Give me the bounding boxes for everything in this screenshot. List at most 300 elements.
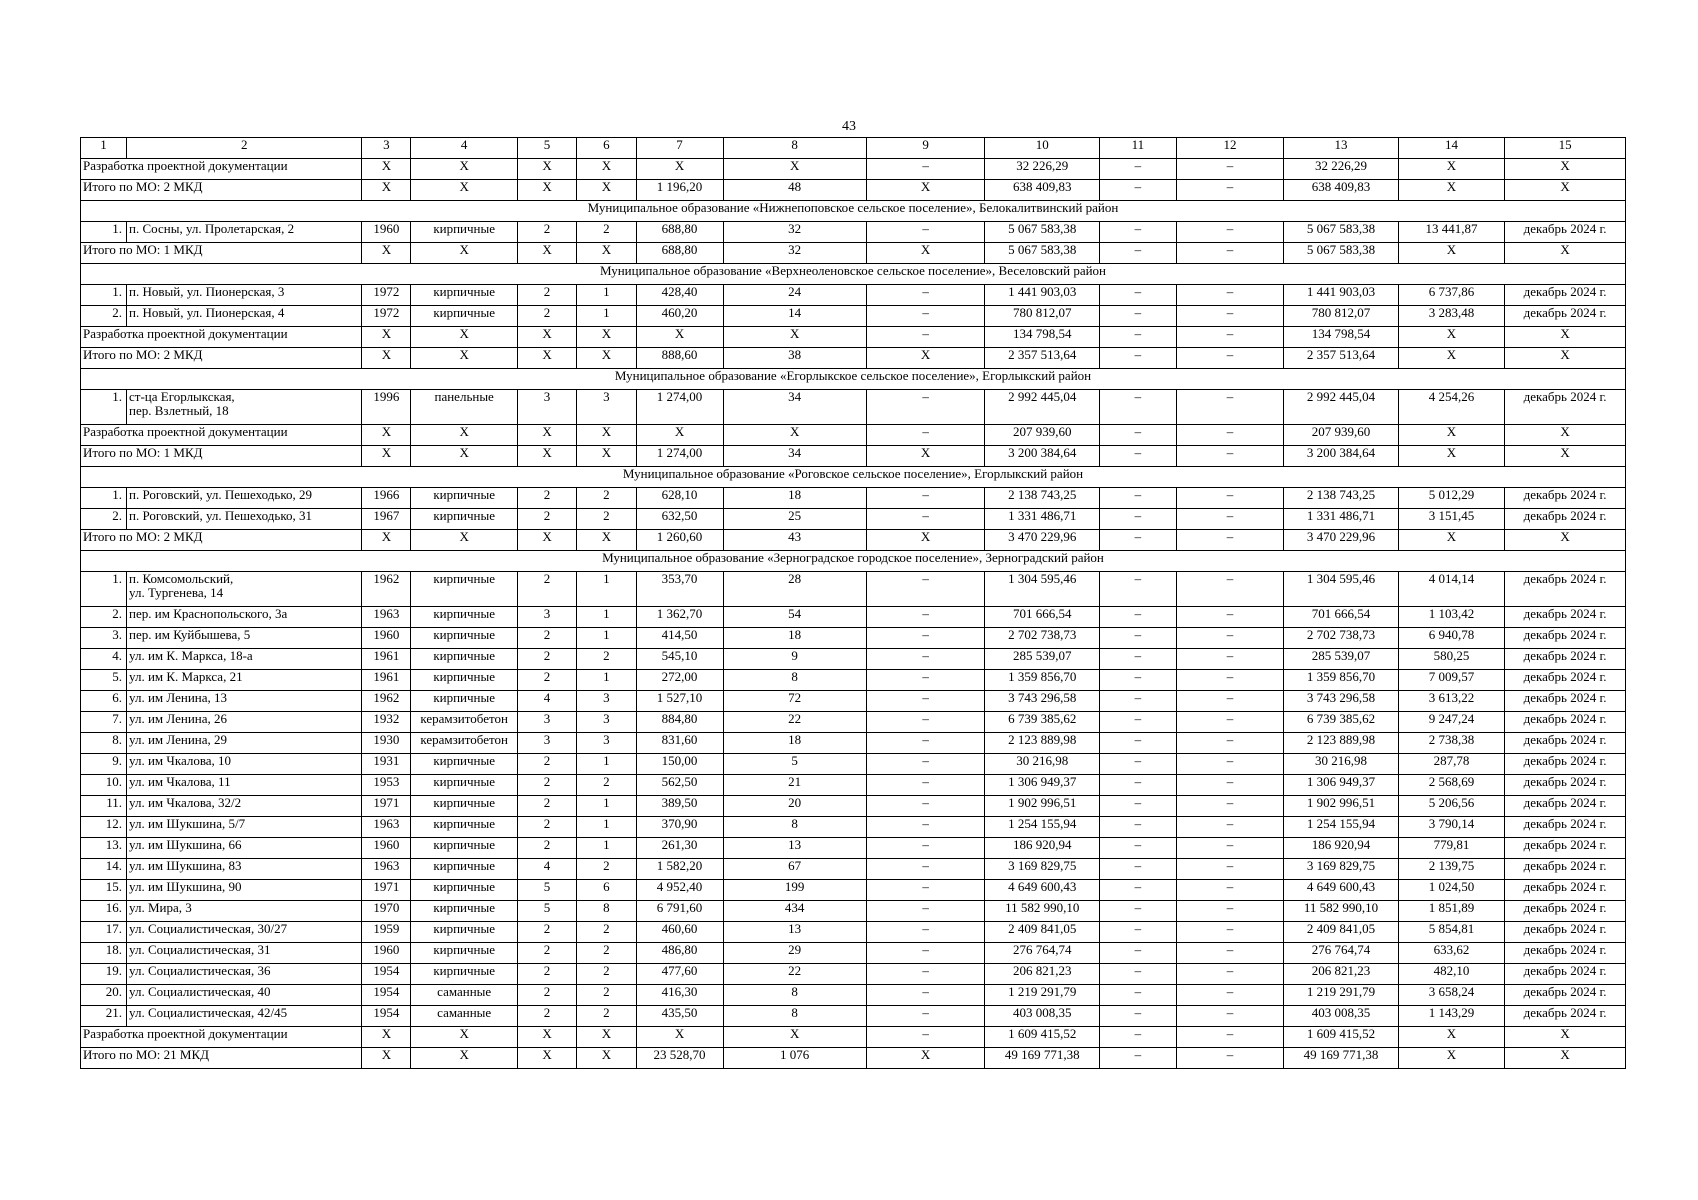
cell-col-10: 3 470 229,96 xyxy=(985,530,1100,551)
summary-row xyxy=(81,159,1626,180)
cell-col-3: 1954 xyxy=(362,964,411,985)
section-title: Муниципальное образование «Нижнепоповское сельское поселение», Белокалитвинский район xyxy=(81,201,1626,222)
address-line: ул. им Чкалова, 11 xyxy=(129,774,231,789)
cell-col-3: 1960 xyxy=(362,628,411,649)
cell-col-3: X xyxy=(362,530,411,551)
cell-col-5: X xyxy=(517,159,576,180)
address-cell xyxy=(127,796,362,817)
cell-col-8: 38 xyxy=(723,348,866,369)
summary-label: Итого по МО: 2 МКД xyxy=(81,530,362,551)
address-cell xyxy=(127,859,362,880)
cell-col-15: декабрь 2024 г. xyxy=(1505,222,1626,243)
summary-row xyxy=(81,446,1626,467)
cell-col-13: 1 902 996,51 xyxy=(1284,796,1399,817)
cell-col-10: 11 582 990,10 xyxy=(985,901,1100,922)
cell-col-14: 3 283,48 xyxy=(1398,306,1504,327)
cell-col-11: – xyxy=(1100,306,1177,327)
cell-col-9: – xyxy=(866,159,985,180)
cell-col-10: 1 902 996,51 xyxy=(985,796,1100,817)
cell-col-15: X xyxy=(1505,180,1626,201)
cell-col-4: кирпичные xyxy=(411,628,517,649)
table-row xyxy=(81,670,1626,691)
address-line: ул. Мира, 3 xyxy=(129,900,192,915)
cell-col-4: X xyxy=(411,425,517,446)
cell-col-13: 2 357 513,64 xyxy=(1284,348,1399,369)
cell-col-6: 1 xyxy=(577,817,636,838)
column-number-10: 10 xyxy=(985,138,1100,159)
cell-col-3: 1963 xyxy=(362,859,411,880)
cell-col-9: – xyxy=(866,859,985,880)
cell-col-11: – xyxy=(1100,691,1177,712)
cell-col-12: – xyxy=(1176,817,1283,838)
cell-col-8: 22 xyxy=(723,964,866,985)
cell-col-5: 3 xyxy=(517,733,576,754)
cell-col-13: 2 138 743,25 xyxy=(1284,488,1399,509)
cell-col-11: – xyxy=(1100,425,1177,446)
row-number: 1. xyxy=(81,572,127,607)
cell-col-8: 48 xyxy=(723,180,866,201)
cell-col-14: X xyxy=(1398,1048,1504,1069)
address-cell xyxy=(127,901,362,922)
cell-col-11: – xyxy=(1100,243,1177,264)
table-row xyxy=(81,509,1626,530)
cell-col-5: 2 xyxy=(517,838,576,859)
cell-col-6: 1 xyxy=(577,754,636,775)
section-header-row xyxy=(81,369,1626,390)
cell-col-9: – xyxy=(866,509,985,530)
cell-col-9: – xyxy=(866,1027,985,1048)
cell-col-15: декабрь 2024 г. xyxy=(1505,964,1626,985)
address-line: ул. им К. Маркса, 18-а xyxy=(129,648,253,663)
cell-col-8: 434 xyxy=(723,901,866,922)
cell-col-4: кирпичные xyxy=(411,922,517,943)
cell-col-3: 1930 xyxy=(362,733,411,754)
cell-col-13: 5 067 583,38 xyxy=(1284,222,1399,243)
cell-col-5: 2 xyxy=(517,670,576,691)
cell-col-15: декабрь 2024 г. xyxy=(1505,922,1626,943)
cell-col-3: X xyxy=(362,180,411,201)
cell-col-3: 1972 xyxy=(362,285,411,306)
cell-col-5: 3 xyxy=(517,712,576,733)
cell-col-8: 199 xyxy=(723,880,866,901)
row-number: 15. xyxy=(81,880,127,901)
cell-col-5: X xyxy=(517,1048,576,1069)
cell-col-15: X xyxy=(1505,530,1626,551)
cell-col-3: 1931 xyxy=(362,754,411,775)
cell-col-13: 49 169 771,38 xyxy=(1284,1048,1399,1069)
cell-col-4: кирпичные xyxy=(411,943,517,964)
cell-col-10: 1 254 155,94 xyxy=(985,817,1100,838)
cell-col-15: декабрь 2024 г. xyxy=(1505,733,1626,754)
cell-col-11: – xyxy=(1100,985,1177,1006)
cell-col-3: X xyxy=(362,243,411,264)
row-number: 1. xyxy=(81,222,127,243)
cell-col-8: 28 xyxy=(723,572,866,607)
cell-col-12: – xyxy=(1176,180,1283,201)
cell-col-9: X xyxy=(866,1048,985,1069)
table-row xyxy=(81,691,1626,712)
address-cell xyxy=(127,775,362,796)
cell-col-8: 24 xyxy=(723,285,866,306)
cell-col-8: 13 xyxy=(723,922,866,943)
cell-col-7: 389,50 xyxy=(636,796,723,817)
cell-col-8: X xyxy=(723,425,866,446)
cell-col-15: декабрь 2024 г. xyxy=(1505,880,1626,901)
cell-col-10: 4 649 600,43 xyxy=(985,880,1100,901)
cell-col-4: кирпичные xyxy=(411,880,517,901)
cell-col-13: 1 359 856,70 xyxy=(1284,670,1399,691)
cell-col-6: 1 xyxy=(577,796,636,817)
cell-col-8: 8 xyxy=(723,670,866,691)
cell-col-10: 32 226,29 xyxy=(985,159,1100,180)
row-number: 1. xyxy=(81,488,127,509)
column-number-12: 12 xyxy=(1176,138,1283,159)
address-line: п. Роговский, ул. Пешеходько, 29 xyxy=(129,487,312,502)
cell-col-4: кирпичные xyxy=(411,488,517,509)
cell-col-13: 638 409,83 xyxy=(1284,180,1399,201)
cell-col-8: 34 xyxy=(723,446,866,467)
cell-col-12: – xyxy=(1176,159,1283,180)
cell-col-5: 3 xyxy=(517,390,576,425)
cell-col-12: – xyxy=(1176,670,1283,691)
row-number: 16. xyxy=(81,901,127,922)
summary-row xyxy=(81,1027,1626,1048)
cell-col-15: X xyxy=(1505,446,1626,467)
cell-col-4: саманные xyxy=(411,1006,517,1027)
cell-col-9: – xyxy=(866,775,985,796)
cell-col-7: 414,50 xyxy=(636,628,723,649)
cell-col-13: 780 812,07 xyxy=(1284,306,1399,327)
cell-col-13: 3 470 229,96 xyxy=(1284,530,1399,551)
cell-col-14: 2 139,75 xyxy=(1398,859,1504,880)
cell-col-5: 2 xyxy=(517,964,576,985)
cell-col-6: X xyxy=(577,159,636,180)
cell-col-11: – xyxy=(1100,327,1177,348)
cell-col-13: 4 649 600,43 xyxy=(1284,880,1399,901)
cell-col-3: X xyxy=(362,1048,411,1069)
address-cell xyxy=(127,691,362,712)
row-number: 10. xyxy=(81,775,127,796)
cell-col-11: – xyxy=(1100,733,1177,754)
cell-col-14: 6 940,78 xyxy=(1398,628,1504,649)
cell-col-10: 6 739 385,62 xyxy=(985,712,1100,733)
cell-col-6: X xyxy=(577,446,636,467)
cell-col-9: – xyxy=(866,880,985,901)
cell-col-7: 1 527,10 xyxy=(636,691,723,712)
cell-col-9: – xyxy=(866,628,985,649)
address-line: пер. им Краснопольского, 3а xyxy=(129,606,288,621)
cell-col-11: – xyxy=(1100,943,1177,964)
cell-col-7: 884,80 xyxy=(636,712,723,733)
cell-col-12: – xyxy=(1176,607,1283,628)
cell-col-13: 2 123 889,98 xyxy=(1284,733,1399,754)
cell-col-9: – xyxy=(866,712,985,733)
column-number-4: 4 xyxy=(411,138,517,159)
cell-col-9: – xyxy=(866,572,985,607)
cell-col-14: X xyxy=(1398,180,1504,201)
section-header-row xyxy=(81,264,1626,285)
section-header-row xyxy=(81,201,1626,222)
address-cell xyxy=(127,607,362,628)
cell-col-9: X xyxy=(866,180,985,201)
cell-col-5: X xyxy=(517,243,576,264)
summary-row xyxy=(81,530,1626,551)
summary-row xyxy=(81,327,1626,348)
column-number-11: 11 xyxy=(1100,138,1177,159)
cell-col-5: 4 xyxy=(517,859,576,880)
table-row xyxy=(81,754,1626,775)
cell-col-10: 1 219 291,79 xyxy=(985,985,1100,1006)
cell-col-13: 6 739 385,62 xyxy=(1284,712,1399,733)
cell-col-7: 353,70 xyxy=(636,572,723,607)
cell-col-14: 287,78 xyxy=(1398,754,1504,775)
cell-col-3: 1954 xyxy=(362,1006,411,1027)
summary-row xyxy=(81,1048,1626,1069)
cell-col-3: 1963 xyxy=(362,607,411,628)
address-line: пер. им Куйбышева, 5 xyxy=(129,627,251,642)
cell-col-4: X xyxy=(411,530,517,551)
cell-col-11: – xyxy=(1100,670,1177,691)
cell-col-6: X xyxy=(577,1027,636,1048)
cell-col-14: 7 009,57 xyxy=(1398,670,1504,691)
cell-col-10: 2 357 513,64 xyxy=(985,348,1100,369)
cell-col-3: 1971 xyxy=(362,796,411,817)
cell-col-5: 2 xyxy=(517,1006,576,1027)
cell-col-11: – xyxy=(1100,901,1177,922)
cell-col-4: кирпичные xyxy=(411,285,517,306)
cell-col-13: 207 939,60 xyxy=(1284,425,1399,446)
cell-col-11: – xyxy=(1100,159,1177,180)
cell-col-9: – xyxy=(866,901,985,922)
cell-col-4: X xyxy=(411,348,517,369)
cell-col-12: – xyxy=(1176,306,1283,327)
column-number-9: 9 xyxy=(866,138,985,159)
cell-col-7: 23 528,70 xyxy=(636,1048,723,1069)
cell-col-10: 1 441 903,03 xyxy=(985,285,1100,306)
cell-col-3: 1962 xyxy=(362,572,411,607)
cell-col-7: X xyxy=(636,327,723,348)
row-number: 17. xyxy=(81,922,127,943)
page-number: 43 xyxy=(842,119,856,134)
address-line: ул. Социалистическая, 30/27 xyxy=(129,921,288,936)
cell-col-14: 13 441,87 xyxy=(1398,222,1504,243)
cell-col-15: X xyxy=(1505,1027,1626,1048)
summary-label: Разработка проектной документации xyxy=(81,1027,362,1048)
table-row xyxy=(81,649,1626,670)
column-number-8: 8 xyxy=(723,138,866,159)
table-row xyxy=(81,838,1626,859)
cell-col-5: 2 xyxy=(517,817,576,838)
cell-col-7: 1 260,60 xyxy=(636,530,723,551)
cell-col-13: 3 200 384,64 xyxy=(1284,446,1399,467)
cell-col-4: кирпичные xyxy=(411,607,517,628)
cell-col-10: 638 409,83 xyxy=(985,180,1100,201)
cell-col-13: 2 702 738,73 xyxy=(1284,628,1399,649)
cell-col-12: – xyxy=(1176,628,1283,649)
address-line: ул. им Ленина, 26 xyxy=(129,711,228,726)
cell-col-7: 1 196,20 xyxy=(636,180,723,201)
cell-col-13: 5 067 583,38 xyxy=(1284,243,1399,264)
cell-col-9: – xyxy=(866,327,985,348)
cell-col-6: 2 xyxy=(577,964,636,985)
cell-col-4: X xyxy=(411,159,517,180)
address-line: ул. им Ленина, 13 xyxy=(129,690,228,705)
cell-col-11: – xyxy=(1100,859,1177,880)
cell-col-10: 30 216,98 xyxy=(985,754,1100,775)
cell-col-5: X xyxy=(517,327,576,348)
summary-label: Разработка проектной документации xyxy=(81,327,362,348)
cell-col-15: X xyxy=(1505,348,1626,369)
table-row xyxy=(81,306,1626,327)
summary-row xyxy=(81,180,1626,201)
cell-col-5: X xyxy=(517,446,576,467)
address-line: ул. Социалистическая, 36 xyxy=(129,963,271,978)
cell-col-9: – xyxy=(866,796,985,817)
cell-col-4: кирпичные xyxy=(411,509,517,530)
cell-col-15: декабрь 2024 г. xyxy=(1505,628,1626,649)
cell-col-14: 5 206,56 xyxy=(1398,796,1504,817)
cell-col-11: – xyxy=(1100,390,1177,425)
cell-col-12: – xyxy=(1176,922,1283,943)
cell-col-7: 416,30 xyxy=(636,985,723,1006)
row-number: 9. xyxy=(81,754,127,775)
cell-col-14: X xyxy=(1398,425,1504,446)
cell-col-15: декабрь 2024 г. xyxy=(1505,509,1626,530)
cell-col-5: 2 xyxy=(517,285,576,306)
cell-col-13: 1 306 949,37 xyxy=(1284,775,1399,796)
cell-col-4: керамзитобетон xyxy=(411,733,517,754)
cell-col-13: 276 764,74 xyxy=(1284,943,1399,964)
cell-col-15: декабрь 2024 г. xyxy=(1505,838,1626,859)
cell-col-6: X xyxy=(577,1048,636,1069)
cell-col-14: 4 254,26 xyxy=(1398,390,1504,425)
cell-col-7: 261,30 xyxy=(636,838,723,859)
cell-col-10: 3 169 829,75 xyxy=(985,859,1100,880)
cell-col-12: – xyxy=(1176,1048,1283,1069)
cell-col-5: 2 xyxy=(517,775,576,796)
cell-col-11: – xyxy=(1100,1027,1177,1048)
cell-col-6: 3 xyxy=(577,390,636,425)
row-number: 1. xyxy=(81,390,127,425)
cell-col-8: 5 xyxy=(723,754,866,775)
cell-col-8: 18 xyxy=(723,733,866,754)
cell-col-15: декабрь 2024 г. xyxy=(1505,607,1626,628)
cell-col-4: кирпичные xyxy=(411,572,517,607)
cell-col-8: 8 xyxy=(723,985,866,1006)
cell-col-11: – xyxy=(1100,628,1177,649)
cell-col-8: 72 xyxy=(723,691,866,712)
cell-col-4: кирпичные xyxy=(411,901,517,922)
cell-col-11: – xyxy=(1100,1006,1177,1027)
row-number: 2. xyxy=(81,509,127,530)
cell-col-14: 2 568,69 xyxy=(1398,775,1504,796)
cell-col-4: кирпичные xyxy=(411,775,517,796)
cell-col-15: декабрь 2024 г. xyxy=(1505,670,1626,691)
cell-col-13: 11 582 990,10 xyxy=(1284,901,1399,922)
cell-col-15: декабрь 2024 г. xyxy=(1505,1006,1626,1027)
row-number: 2. xyxy=(81,607,127,628)
cell-col-5: 2 xyxy=(517,649,576,670)
cell-col-3: 1970 xyxy=(362,901,411,922)
cell-col-12: – xyxy=(1176,649,1283,670)
column-number-1: 1 xyxy=(81,138,127,159)
cell-col-10: 3 743 296,58 xyxy=(985,691,1100,712)
cell-col-3: 1960 xyxy=(362,838,411,859)
cell-col-7: 1 362,70 xyxy=(636,607,723,628)
cell-col-3: 1932 xyxy=(362,712,411,733)
cell-col-14: 1 143,29 xyxy=(1398,1006,1504,1027)
table-row xyxy=(81,964,1626,985)
section-title: Муниципальное образование «Верхнеоленовское сельское поселение», Веселовский район xyxy=(81,264,1626,285)
column-number-14: 14 xyxy=(1398,138,1504,159)
cell-col-6: 1 xyxy=(577,572,636,607)
cell-col-8: 20 xyxy=(723,796,866,817)
cell-col-15: декабрь 2024 г. xyxy=(1505,817,1626,838)
cell-col-12: – xyxy=(1176,348,1283,369)
cell-col-5: 2 xyxy=(517,509,576,530)
cell-col-11: – xyxy=(1100,712,1177,733)
cell-col-6: 2 xyxy=(577,222,636,243)
cell-col-11: – xyxy=(1100,754,1177,775)
cell-col-4: X xyxy=(411,1048,517,1069)
table-row xyxy=(81,859,1626,880)
table-row xyxy=(81,572,1626,607)
cell-col-6: 2 xyxy=(577,509,636,530)
cell-col-15: X xyxy=(1505,327,1626,348)
cell-col-4: кирпичные xyxy=(411,859,517,880)
cell-col-12: – xyxy=(1176,943,1283,964)
cell-col-12: – xyxy=(1176,859,1283,880)
cell-col-7: 150,00 xyxy=(636,754,723,775)
row-number: 18. xyxy=(81,943,127,964)
cell-col-5: 2 xyxy=(517,628,576,649)
cell-col-8: X xyxy=(723,159,866,180)
cell-col-8: 29 xyxy=(723,943,866,964)
cell-col-5: 4 xyxy=(517,691,576,712)
address-line: п. Сосны, ул. Пролетарская, 2 xyxy=(129,221,295,236)
cell-col-13: 134 798,54 xyxy=(1284,327,1399,348)
cell-col-9: – xyxy=(866,964,985,985)
address-cell xyxy=(127,649,362,670)
cell-col-7: 888,60 xyxy=(636,348,723,369)
cell-col-13: 1 331 486,71 xyxy=(1284,509,1399,530)
cell-col-14: X xyxy=(1398,530,1504,551)
table-header-row xyxy=(81,138,1626,159)
cell-col-12: – xyxy=(1176,285,1283,306)
address-cell xyxy=(127,306,362,327)
table-row xyxy=(81,775,1626,796)
cell-col-5: 2 xyxy=(517,306,576,327)
address-line: п. Новый, ул. Пионерская, 4 xyxy=(129,305,285,320)
cell-col-4: X xyxy=(411,180,517,201)
cell-col-15: X xyxy=(1505,243,1626,264)
summary-label: Итого по МО: 1 МКД xyxy=(81,243,362,264)
table-row xyxy=(81,488,1626,509)
cell-col-5: X xyxy=(517,425,576,446)
address-cell xyxy=(127,817,362,838)
cell-col-3: 1963 xyxy=(362,817,411,838)
cell-col-3: X xyxy=(362,327,411,348)
cell-col-3: 1960 xyxy=(362,943,411,964)
cell-col-6: 1 xyxy=(577,285,636,306)
cell-col-14: 3 613,22 xyxy=(1398,691,1504,712)
cell-col-3: X xyxy=(362,159,411,180)
address-cell xyxy=(127,880,362,901)
cell-col-9: – xyxy=(866,222,985,243)
cell-col-7: 6 791,60 xyxy=(636,901,723,922)
address-cell xyxy=(127,964,362,985)
cell-col-10: 780 812,07 xyxy=(985,306,1100,327)
